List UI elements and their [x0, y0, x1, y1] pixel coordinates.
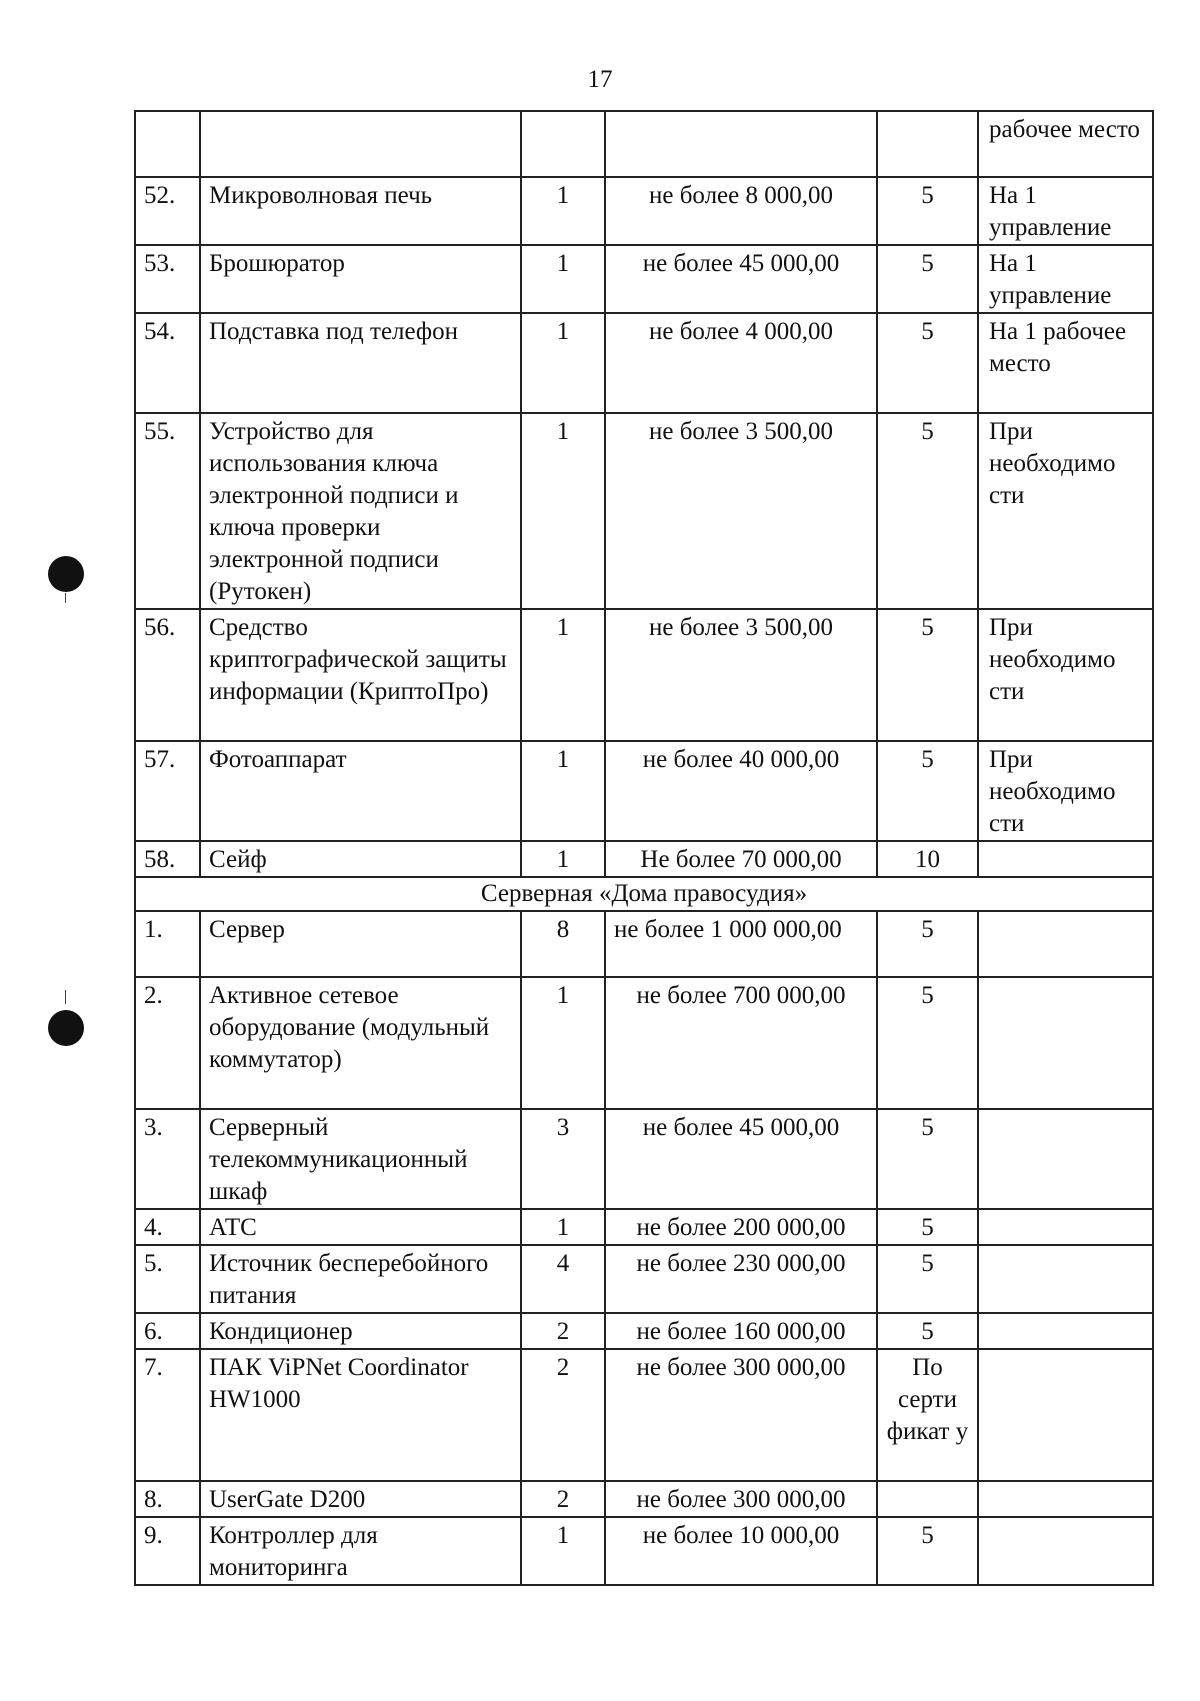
- table-row: [135, 977, 1153, 1109]
- quantity-cell: [521, 111, 605, 177]
- row-number-cell: 3.: [135, 1109, 200, 1209]
- table-row: [135, 313, 1153, 413]
- note-cell: [978, 1245, 1153, 1313]
- page-number: 17: [587, 66, 613, 93]
- service-years-cell: 5: [877, 1517, 978, 1585]
- row-number-cell: 6.: [135, 1313, 200, 1349]
- note-cell: При необходимо сти: [978, 609, 1153, 741]
- item-name-cell: АТС: [200, 1209, 521, 1245]
- item-name-cell: Контроллер для мониторинга: [200, 1517, 521, 1585]
- table-body-office: [135, 111, 1153, 877]
- section-title: Серверная «Дома правосудия»: [135, 877, 1153, 911]
- table-row: [135, 841, 1153, 877]
- table-body-server-room: [135, 911, 1153, 1585]
- quantity-cell: 2: [521, 1481, 605, 1517]
- equipment-table: [134, 110, 1154, 1586]
- item-name-cell: [200, 111, 521, 177]
- row-number-cell: 56.: [135, 609, 200, 741]
- quantity-cell: 4: [521, 1245, 605, 1313]
- service-years-cell: 5: [877, 177, 978, 245]
- note-cell: [978, 1313, 1153, 1349]
- service-years-cell: 5: [877, 1209, 978, 1245]
- note-cell: [978, 911, 1153, 977]
- row-number-cell: 7.: [135, 1349, 200, 1481]
- item-name-cell: Микроволновая печь: [200, 177, 521, 245]
- table-section: [135, 877, 1153, 911]
- service-years-cell: 10: [877, 841, 978, 877]
- note-cell: На 1 управление: [978, 245, 1153, 313]
- quantity-cell: 1: [521, 977, 605, 1109]
- service-years-cell: По серти фикат у: [877, 1349, 978, 1481]
- item-name-cell: Кондиционер: [200, 1313, 521, 1349]
- quantity-cell: 1: [521, 177, 605, 245]
- punch-hole-lower: [48, 1010, 84, 1046]
- item-name-cell: Устройство для использования ключа электронной подписи и ключа проверки электронной подписи (Рутокен): [200, 413, 521, 609]
- table-row: [135, 741, 1153, 841]
- item-name-cell: Источник бесперебойного питания: [200, 1245, 521, 1313]
- service-years-cell: 5: [877, 413, 978, 609]
- item-name-cell: ПАК ViPNet Coordinator HW1000: [200, 1349, 521, 1481]
- note-cell: [978, 977, 1153, 1109]
- note-cell: [978, 1349, 1153, 1481]
- price-limit-cell: не более 8 000,00: [605, 177, 877, 245]
- price-limit-cell: не более 45 000,00: [605, 1109, 877, 1209]
- quantity-cell: 1: [521, 841, 605, 877]
- price-limit-cell: Не более 70 000,00: [605, 841, 877, 877]
- note-cell: При необходимо сти: [978, 741, 1153, 841]
- price-limit-cell: не более 700 000,00: [605, 977, 877, 1109]
- table-row: [135, 1209, 1153, 1245]
- price-limit-cell: не более 300 000,00: [605, 1481, 877, 1517]
- price-limit-cell: не более 3 500,00: [605, 609, 877, 741]
- item-name-cell: Подставка под телефон: [200, 313, 521, 413]
- service-years-cell: 5: [877, 313, 978, 413]
- note-cell: На 1 рабочее место: [978, 313, 1153, 413]
- punch-mark-lower: [65, 990, 66, 1004]
- quantity-cell: 2: [521, 1313, 605, 1349]
- table-row: [135, 245, 1153, 313]
- table-row: [135, 1349, 1153, 1481]
- item-name-cell: Средство криптографической защиты информации (КриптоПро): [200, 609, 521, 741]
- item-name-cell: Фотоаппарат: [200, 741, 521, 841]
- item-name-cell: UserGate D200: [200, 1481, 521, 1517]
- price-limit-cell: не более 3 500,00: [605, 413, 877, 609]
- row-number-cell: [135, 111, 200, 177]
- service-years-cell: 5: [877, 609, 978, 741]
- quantity-cell: 1: [521, 1517, 605, 1585]
- row-number-cell: 58.: [135, 841, 200, 877]
- item-name-cell: Сейф: [200, 841, 521, 877]
- quantity-cell: 3: [521, 1109, 605, 1209]
- table-row: [135, 1481, 1153, 1517]
- row-number-cell: 55.: [135, 413, 200, 609]
- price-limit-cell: не более 40 000,00: [605, 741, 877, 841]
- row-number-cell: 9.: [135, 1517, 200, 1585]
- note-cell: На 1 управление: [978, 177, 1153, 245]
- price-limit-cell: не более 200 000,00: [605, 1209, 877, 1245]
- table-row: [135, 413, 1153, 609]
- item-name-cell: Серверный телекоммуникационный шкаф: [200, 1109, 521, 1209]
- row-number-cell: 52.: [135, 177, 200, 245]
- price-limit-cell: не более 4 000,00: [605, 313, 877, 413]
- row-number-cell: 54.: [135, 313, 200, 413]
- row-number-cell: 1.: [135, 911, 200, 977]
- note-cell: [978, 841, 1153, 877]
- service-years-cell: 5: [877, 1109, 978, 1209]
- price-limit-cell: не более 10 000,00: [605, 1517, 877, 1585]
- quantity-cell: 1: [521, 609, 605, 741]
- service-years-cell: 5: [877, 741, 978, 841]
- table-row: [135, 177, 1153, 245]
- service-years-cell: [877, 1481, 978, 1517]
- quantity-cell: 1: [521, 313, 605, 413]
- service-years-cell: [877, 111, 978, 177]
- row-number-cell: 8.: [135, 1481, 200, 1517]
- quantity-cell: 2: [521, 1349, 605, 1481]
- note-cell: рабочее место: [978, 111, 1153, 177]
- row-number-cell: 53.: [135, 245, 200, 313]
- note-cell: [978, 1209, 1153, 1245]
- service-years-cell: 5: [877, 911, 978, 977]
- row-number-cell: 5.: [135, 1245, 200, 1313]
- quantity-cell: 1: [521, 413, 605, 609]
- row-number-cell: 2.: [135, 977, 200, 1109]
- service-years-cell: 5: [877, 977, 978, 1109]
- service-years-cell: 5: [877, 245, 978, 313]
- note-cell: [978, 1517, 1153, 1585]
- service-years-cell: 5: [877, 1313, 978, 1349]
- table-row: [135, 1313, 1153, 1349]
- row-number-cell: 57.: [135, 741, 200, 841]
- quantity-cell: 1: [521, 1209, 605, 1245]
- quantity-cell: 1: [521, 741, 605, 841]
- price-limit-cell: не более 1 000 000,00: [605, 911, 877, 977]
- note-cell: [978, 1109, 1153, 1209]
- price-limit-cell: не более 45 000,00: [605, 245, 877, 313]
- table-row: [135, 911, 1153, 977]
- price-limit-cell: не более 230 000,00: [605, 1245, 877, 1313]
- item-name-cell: Брошюратор: [200, 245, 521, 313]
- item-name-cell: Активное сетевое оборудование (модульный коммутатор): [200, 977, 521, 1109]
- quantity-cell: 1: [521, 245, 605, 313]
- price-limit-cell: не более 160 000,00: [605, 1313, 877, 1349]
- quantity-cell: 8: [521, 911, 605, 977]
- price-limit-cell: не более 300 000,00: [605, 1349, 877, 1481]
- table-row: [135, 1517, 1153, 1585]
- service-years-cell: 5: [877, 1245, 978, 1313]
- punch-mark-upper: [65, 593, 66, 603]
- row-number-cell: 4.: [135, 1209, 200, 1245]
- table-row: [135, 111, 1153, 177]
- note-cell: При необходимо сти: [978, 413, 1153, 609]
- section-row: [135, 877, 1153, 911]
- table-row: [135, 609, 1153, 741]
- note-cell: [978, 1481, 1153, 1517]
- table-row: [135, 1109, 1153, 1209]
- item-name-cell: Сервер: [200, 911, 521, 977]
- price-limit-cell: [605, 111, 877, 177]
- punch-hole-upper: [48, 556, 84, 592]
- table-row: [135, 1245, 1153, 1313]
